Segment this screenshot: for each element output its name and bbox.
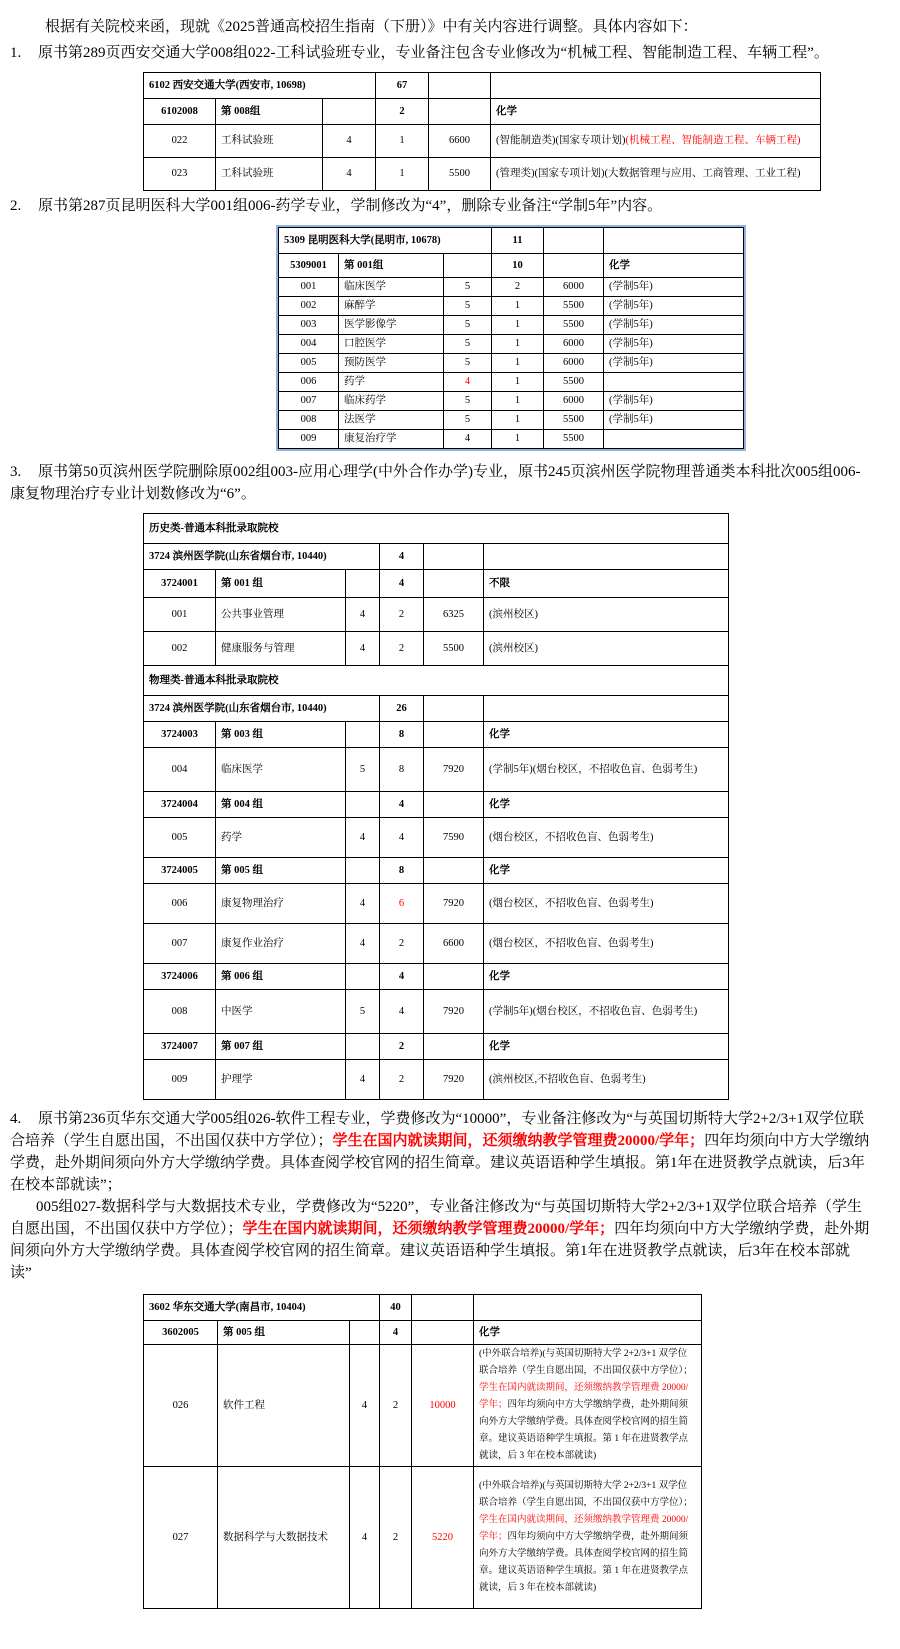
table-cell: 4: [444, 373, 492, 392]
table-cell: 1: [492, 316, 544, 335]
table-cell: 数据科学与大数据技术: [218, 1467, 350, 1609]
table-cell: 5: [444, 335, 492, 354]
table-cell: 7920: [424, 990, 484, 1034]
table-cell: 3724006: [144, 964, 216, 990]
table-cell: 001: [144, 598, 216, 632]
table-cell: 公共事业管理: [216, 598, 346, 632]
table-cell: 4: [346, 598, 380, 632]
list-item-2: [10, 195, 870, 217]
table-cell: 康复物理治疗: [216, 884, 346, 924]
table-cell: 2: [380, 1034, 424, 1060]
table-cell: 8: [380, 858, 424, 884]
table-cell: [424, 544, 484, 570]
table-cell: (学制5年): [604, 335, 744, 354]
table-cell: [424, 964, 484, 990]
table-cell: 022: [144, 125, 216, 158]
table-row: [144, 73, 821, 99]
ecjtu-admission-table: [143, 1294, 702, 1609]
table-cell: [346, 792, 380, 818]
table-cell: 4: [346, 632, 380, 666]
table-cell: 口腔医学: [339, 335, 444, 354]
table-cell: 006: [144, 884, 216, 924]
table-row: [144, 924, 729, 964]
table-cell: 8: [380, 722, 424, 748]
table-cell: [424, 696, 484, 722]
table-cell: 2: [380, 924, 424, 964]
table-cell: 3724005: [144, 858, 216, 884]
table-cell: 法医学: [339, 411, 444, 430]
table-cell: 007: [279, 392, 339, 411]
table-cell: 6102 西安交通大学(西安市, 10698): [144, 73, 376, 99]
list-item-3-number: 3.: [10, 464, 22, 480]
table-cell: (管理类)(国家专项计划)(大数据管理与应用、工商管理、工业工程): [491, 158, 821, 191]
table-row: [144, 570, 729, 598]
table-row: [144, 1321, 702, 1345]
table-cell: 6: [380, 884, 424, 924]
table-cell: 009: [279, 430, 339, 449]
table-cell: 4: [350, 1345, 380, 1467]
table-cell: 1: [492, 411, 544, 430]
table-cell: [424, 570, 484, 598]
table-cell: 5500: [544, 373, 604, 392]
table-cell: [424, 1034, 484, 1060]
table-cell: 5500: [429, 158, 491, 191]
table-cell: 1: [492, 354, 544, 373]
table-cell: (学制5年): [604, 411, 744, 430]
table-cell: 7920: [424, 1060, 484, 1100]
table-cell: (学制5年): [604, 278, 744, 297]
table-row: [279, 316, 744, 335]
table-cell: [604, 373, 744, 392]
table-cell: 6600: [424, 924, 484, 964]
table-cell: 4: [323, 125, 376, 158]
xjtu-admission-table: [143, 72, 821, 191]
list-item-4-number: 4.: [10, 1111, 22, 1127]
table-cell: 1: [492, 335, 544, 354]
table-cell: 工科试验班: [216, 125, 323, 158]
table-cell: 1: [492, 297, 544, 316]
table-cell: 5: [444, 316, 492, 335]
table-cell: 第 006 组: [216, 964, 346, 990]
table-cell: 康复作业治疗: [216, 924, 346, 964]
text-segment: 原书第289页西安交通大学008组022-工科试验班专业，专业备注包含专业修改为“机械工程、智能制造工程、车辆工程”。: [38, 45, 829, 61]
list-item-4-text: [10, 1111, 869, 1193]
text-segment: 原书第287页昆明医科大学001组006-药学专业，学制修改为“4”，删除专业备注“学制5年”内容。: [38, 198, 663, 214]
table-cell: 002: [144, 632, 216, 666]
table-cell: [429, 73, 491, 99]
text-segment: 四年均须向中方大学缴纳学费，赴外期间须向外方大学缴纳学费。具体查阅学校官网的招生简章。建议英语语种学生填报。第1年在进贤教学点就读，后3年在校本部就读”；: [10, 1133, 870, 1193]
table-cell: [346, 722, 380, 748]
bzmc-admission-table: [143, 513, 729, 1100]
table-cell: [424, 722, 484, 748]
list-item-3-text: [10, 464, 861, 502]
text-segment: 005组027-数据科学与大数据技术专业，学费修改为“5220”，专业备注修改为“与英国切斯特大学2+2/3+1双学位联合培养（学生自愿出国，不出国仅获中方学位）；: [10, 1199, 863, 1237]
intro-paragraph: 根据有关院校来函，现就《2025普通高校招生指南（下册）》中有关内容进行调整。具体内容如下：: [45, 19, 698, 35]
table-cell: [491, 73, 821, 99]
table-row: [279, 354, 744, 373]
table-cell: 5: [444, 411, 492, 430]
table-cell: 26: [380, 696, 424, 722]
table-cell: 002: [279, 297, 339, 316]
table-row: [144, 598, 729, 632]
table-cell: 4: [380, 792, 424, 818]
table-cell: 5: [444, 278, 492, 297]
table-cell: 3724 滨州医学院(山东省烟台市, 10440): [144, 544, 380, 570]
table-cell: 007: [144, 924, 216, 964]
table-cell: 40: [380, 1295, 412, 1321]
kmmu-table-selection-box: [278, 227, 744, 449]
table-cell: [346, 570, 380, 598]
table-cell: [412, 1295, 474, 1321]
table-cell: 11: [492, 228, 544, 254]
table-cell: [484, 696, 729, 722]
table-cell: 5: [346, 990, 380, 1034]
table-row: [144, 514, 729, 544]
table-cell: (学制5年)(烟台校区，不招收色盲、色弱考生): [484, 748, 729, 792]
table-cell: [484, 544, 729, 570]
table-cell: 2: [492, 278, 544, 297]
table-cell: 5: [444, 297, 492, 316]
table-cell: 第 007 组: [216, 1034, 346, 1060]
table-cell: 临床医学: [216, 748, 346, 792]
table-row: [144, 818, 729, 858]
table-cell: [412, 1321, 474, 1345]
table-cell: 护理学: [216, 1060, 346, 1100]
table-cell: 第 001组: [339, 254, 444, 278]
table-cell: 4: [346, 818, 380, 858]
table-cell: 8: [380, 748, 424, 792]
highlighted-text: 学生在国内就读期间，还须缴纳教学管理费20000/学年；: [242, 1221, 615, 1237]
table-row: [279, 373, 744, 392]
table-row: [144, 1295, 702, 1321]
table-cell: 工科试验班: [216, 158, 323, 191]
table-cell: 医学影像学: [339, 316, 444, 335]
table-cell: (学制5年): [604, 297, 744, 316]
table-cell: 1: [376, 125, 429, 158]
table-cell: 3602 华东交通大学(南昌市, 10404): [144, 1295, 380, 1321]
table-row: [279, 392, 744, 411]
table-cell: 004: [279, 335, 339, 354]
table-row: [144, 1467, 702, 1609]
table-cell: 第 008组: [216, 99, 323, 125]
table-row: [144, 158, 821, 191]
table-cell: 003: [279, 316, 339, 335]
table-cell: 第 005 组: [216, 858, 346, 884]
table-cell: 3602005: [144, 1321, 218, 1345]
list-item-3: [10, 461, 870, 505]
table-cell: 化学: [484, 722, 729, 748]
list-item-2-text: [38, 198, 662, 214]
table-cell: 1: [492, 373, 544, 392]
kmmu-admission-table: [278, 227, 744, 449]
highlighted-text: 学生在国内就读期间，还须缴纳教学管理费 20000/学年；: [479, 1515, 689, 1542]
table-cell: 4: [346, 884, 380, 924]
table-cell: (烟台校区，不招收色盲、色弱考生): [484, 818, 729, 858]
table-cell: (学制5年): [604, 316, 744, 335]
table-row: [144, 696, 729, 722]
table-cell: [474, 1345, 702, 1467]
table-cell: 4: [380, 544, 424, 570]
table-cell: [424, 792, 484, 818]
list-item-1-number: 1.: [10, 45, 22, 61]
table-cell: 023: [144, 158, 216, 191]
list-item-4-paragraph-2: [10, 1196, 870, 1284]
text-segment: 原书第50页滨州医学院删除原002组003-应用心理学(中外合作办学)专业，原书245页滨州医学院物理普通类本科批次005组006-康复物理治疗专业计划数修改为“6”。: [10, 464, 861, 502]
table-cell: 物理类-普通本科批录取院校: [144, 666, 729, 696]
table-cell: 6000: [544, 278, 604, 297]
text-segment: (中外联合培养)(与英国切斯特大学 2+2/3+1 双学位联合培养（学生自愿出国，不出国仅获中方学位）；: [479, 1349, 693, 1376]
text-segment: (智能制造类)(国家专项计划): [496, 135, 626, 146]
table-cell: 5: [346, 748, 380, 792]
table-cell: 005: [144, 818, 216, 858]
table-cell: [474, 1467, 702, 1609]
table-cell: 4: [323, 158, 376, 191]
table-cell: 健康服务与管理: [216, 632, 346, 666]
table-row: [144, 990, 729, 1034]
table-cell: 化学: [484, 792, 729, 818]
table-cell: 2: [376, 99, 429, 125]
table-cell: 化学: [484, 858, 729, 884]
table-row: [144, 1345, 702, 1467]
table-cell: 6600: [429, 125, 491, 158]
table-cell: 4: [346, 1060, 380, 1100]
table-row: [144, 722, 729, 748]
table-cell: [491, 125, 821, 158]
table-row: [279, 278, 744, 297]
table-row: [144, 544, 729, 570]
table-row: [144, 964, 729, 990]
table-cell: 3724001: [144, 570, 216, 598]
table-cell: 1: [376, 158, 429, 191]
table-cell: 1: [492, 392, 544, 411]
table-cell: 5: [444, 354, 492, 373]
table-cell: 第 005 组: [218, 1321, 350, 1345]
table-cell: 6000: [544, 354, 604, 373]
table-cell: 药学: [339, 373, 444, 392]
table-cell: (学制5年): [604, 392, 744, 411]
table-row: [279, 411, 744, 430]
table-cell: 5500: [544, 297, 604, 316]
table-cell: 中医学: [216, 990, 346, 1034]
table-cell: (滨州校区): [484, 632, 729, 666]
table-cell: 5500: [544, 411, 604, 430]
table-cell: 不限: [484, 570, 729, 598]
table-row: [144, 632, 729, 666]
table-cell: (学制5年): [604, 354, 744, 373]
table-row: [144, 884, 729, 924]
table-cell: 康复治疗学: [339, 430, 444, 449]
table-cell: [544, 228, 604, 254]
table-cell: [444, 254, 492, 278]
table-cell: [604, 228, 744, 254]
table-row: [144, 666, 729, 696]
table-cell: 008: [144, 990, 216, 1034]
table-row: [144, 1034, 729, 1060]
table-cell: 4: [380, 990, 424, 1034]
table-row: [279, 254, 744, 278]
table-cell: [346, 858, 380, 884]
table-cell: 5309001: [279, 254, 339, 278]
table-cell: [323, 99, 376, 125]
table-cell: 4: [350, 1467, 380, 1609]
list-item-1: [10, 42, 870, 64]
table-cell: 化学: [484, 964, 729, 990]
table-cell: 6000: [544, 392, 604, 411]
table-cell: 5500: [424, 632, 484, 666]
table-row: [144, 1060, 729, 1100]
table-cell: [424, 858, 484, 884]
table-cell: 3724004: [144, 792, 216, 818]
table-cell: 4: [380, 1321, 412, 1345]
table-cell: [604, 430, 744, 449]
table-row: [144, 748, 729, 792]
table-cell: 化学: [484, 1034, 729, 1060]
table-cell: 7920: [424, 748, 484, 792]
table-cell: 3724 滨州医学院(山东省烟台市, 10440): [144, 696, 380, 722]
highlighted-text: (机械工程、智能制造工程、车辆工程): [625, 135, 801, 146]
table-cell: 5309 昆明医科大学(昆明市, 10678): [279, 228, 492, 254]
table-cell: 2: [380, 1060, 424, 1100]
table-cell: 化学: [604, 254, 744, 278]
table-cell: [346, 964, 380, 990]
text-segment: 四年均须向中方大学缴纳学费，赴外期间须向外方大学缴纳学费。具体查阅学校官网的招生简章。建议英语语种学生填报。第1年在进贤教学点就读，后3年在校本部就读”: [10, 1221, 870, 1281]
table-cell: 历史类-普通本科批录取院校: [144, 514, 729, 544]
highlighted-text: 学生在国内就读期间，还须缴纳教学管理费 20000/学年；: [479, 1383, 689, 1410]
table-cell: 4: [380, 964, 424, 990]
table-row: [279, 228, 744, 254]
table-cell: 001: [279, 278, 339, 297]
table-cell: [346, 1034, 380, 1060]
table-cell: 临床药学: [339, 392, 444, 411]
table-cell: (烟台校区，不招收色盲、色弱考生): [484, 924, 729, 964]
table-cell: 化学: [491, 99, 821, 125]
list-item-2-number: 2.: [10, 198, 22, 214]
table-cell: (烟台校区，不招收色盲、色弱考生): [484, 884, 729, 924]
table-cell: [350, 1321, 380, 1345]
table-cell: 6000: [544, 335, 604, 354]
table-cell: 2: [380, 1345, 412, 1467]
table-cell: 026: [144, 1345, 218, 1467]
text-segment: (中外联合培养)(与英国切斯特大学 2+2/3+1 双学位联合培养（学生自愿出国，不出国仅获中方学位）；: [479, 1481, 693, 1508]
table-cell: 6102008: [144, 99, 216, 125]
table-cell: 软件工程: [218, 1345, 350, 1467]
list-item-4: [10, 1108, 870, 1196]
table-cell: (滨州校区): [484, 598, 729, 632]
text-segment: 四年均须向中方大学缴纳学费，赴外期间须向外方大学缴纳学费。具体查阅学校官网的招生简章。建议英语语种学生填报。第 1 年在进贤教学点就读，后 3 年在校本部就读): [479, 1532, 689, 1593]
table-cell: 2: [380, 598, 424, 632]
table-cell: 1: [492, 430, 544, 449]
table-cell: 临床医学: [339, 278, 444, 297]
table-cell: 麻醉学: [339, 297, 444, 316]
text-segment: 四年均须向中方大学缴纳学费，赴外期间须向外方大学缴纳学费。具体查阅学校官网的招生简章。建议英语语种学生填报。第 1 年在进贤教学点就读，后 3 年在校本部就读): [479, 1400, 689, 1461]
table-cell: 006: [279, 373, 339, 392]
highlighted-text: 学生在国内就读期间，还须缴纳教学管理费20000/学年；: [332, 1133, 705, 1149]
table-cell: 5500: [544, 430, 604, 449]
table-cell: 3724003: [144, 722, 216, 748]
table-cell: 5: [444, 392, 492, 411]
table-cell: 7920: [424, 884, 484, 924]
table-row: [144, 99, 821, 125]
table-cell: 第 004 组: [216, 792, 346, 818]
table-cell: (学制5年)(烟台校区，不招收色盲、色弱考生): [484, 990, 729, 1034]
table-cell: 第 003 组: [216, 722, 346, 748]
table-cell: 第 001 组: [216, 570, 346, 598]
table-cell: 027: [144, 1467, 218, 1609]
table-cell: 化学: [474, 1321, 702, 1345]
table-cell: 2: [380, 632, 424, 666]
table-cell: 008: [279, 411, 339, 430]
table-cell: [474, 1295, 702, 1321]
table-cell: 10: [492, 254, 544, 278]
table-row: [279, 430, 744, 449]
table-cell: 5220: [412, 1467, 474, 1609]
table-cell: 7590: [424, 818, 484, 858]
table-cell: 004: [144, 748, 216, 792]
table-row: [279, 297, 744, 316]
text-segment: 原书第236页华东交通大学005组026-软件工程专业，学费修改为“10000”，专业备注修改为“与英国切斯特大学2+2/3+1双学位联合培养（学生自愿出国，不出国仅获中方学位）；: [10, 1111, 865, 1149]
table-cell: 5500: [544, 316, 604, 335]
table-cell: 4: [380, 570, 424, 598]
table-cell: 4: [346, 924, 380, 964]
list-item-1-text: [38, 45, 829, 61]
table-cell: 67: [376, 73, 429, 99]
table-cell: [544, 254, 604, 278]
table-cell: 4: [380, 818, 424, 858]
table-cell: 10000: [412, 1345, 474, 1467]
table-row: [144, 125, 821, 158]
table-cell: 预防医学: [339, 354, 444, 373]
table-cell: 009: [144, 1060, 216, 1100]
table-cell: 6325: [424, 598, 484, 632]
table-cell: 药学: [216, 818, 346, 858]
table-cell: 005: [279, 354, 339, 373]
table-cell: 3724007: [144, 1034, 216, 1060]
table-row: [144, 858, 729, 884]
table-cell: [429, 99, 491, 125]
table-row: [144, 792, 729, 818]
table-cell: (滨州校区,不招收色盲、色弱考生): [484, 1060, 729, 1100]
table-cell: 4: [444, 430, 492, 449]
table-cell: 2: [380, 1467, 412, 1609]
table-row: [279, 335, 744, 354]
